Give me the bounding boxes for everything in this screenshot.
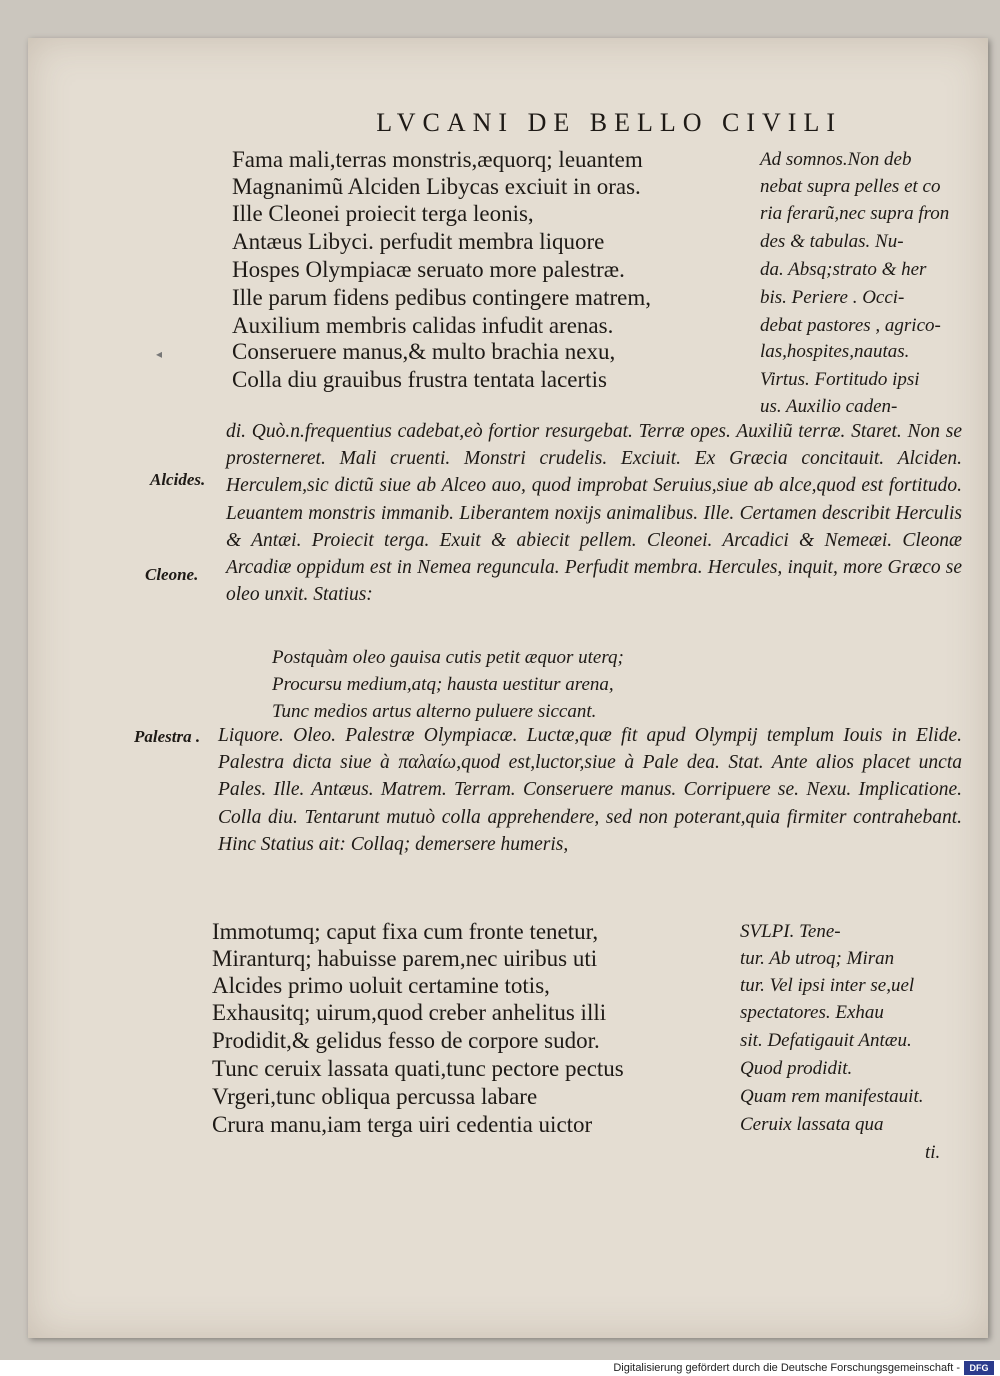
commentary-line: des & tabulas. Nu-	[760, 231, 904, 252]
commentary-line: us. Auxilio caden-	[760, 396, 898, 417]
commentary-line: debat pastores , agrico-	[760, 315, 941, 336]
verse-line: Crura manu,iam terga uiri cedentia uictor	[212, 1112, 593, 1137]
verse-line: Fama mali,terras monstris,æquorq; leuantem	[232, 147, 643, 172]
commentary-line: sit. Defatigauit Antæu.	[740, 1030, 912, 1051]
verse-line: Magnanimũ Alciden Libycas exciuit in oras.	[232, 174, 641, 199]
verse-line: Vrgeri,tunc obliqua percussa labare	[212, 1084, 538, 1109]
verse-line: Immotumq; caput fixa cum fronte tenetur,	[212, 919, 599, 944]
commentary-paragraph: Liquore. Oleo. Palestræ Olympiacæ. Luctæ,quæ fit apud Olympij templum Iouis in Elide. Palestra dicta siue à παλαίω,quod est,luctor,siue à Pale dea. Stat. Ante alios placet uncta Pales. Ille. Antæus. Matrem. Terram. Conseruere manus. Corripuere se. Nexu. Implicatione. Colla diu. Tentarunt mutuò colla apprehendere, sed non poterant,quia firmiter contrahebant. Hinc Statius ait: Collaq; demersere humeris,	[218, 725, 962, 855]
commentary-line: Ceruix lassata qua	[740, 1114, 884, 1135]
verse-line: Ille Cleonei proiecit terga leonis,	[232, 201, 534, 226]
ornament-mark: ◂	[156, 347, 163, 361]
verse-line: Antæus Libyci. perfudit membra liquore	[232, 229, 605, 254]
verse-line: Auxilium membris calidas infudit arenas.	[232, 313, 614, 338]
commentary-line: ti.	[925, 1142, 941, 1163]
commentary-line: da. Absq;strato & her	[760, 259, 927, 280]
marginal-note-palestra: Palestra .	[134, 727, 201, 746]
verse-line: Hospes Olympiacæ seruato more palestræ.	[232, 257, 625, 282]
commentary-line: las,hospites,nautas.	[760, 341, 910, 362]
commentary-line: tur. Ab utroq; Miran	[740, 948, 895, 969]
marginal-note-alcides: Alcides.	[150, 470, 206, 489]
marginal-note-cleone: Cleone.	[145, 565, 199, 584]
verse-line: Exhausitq; uirum,quod creber anhelitus illi	[212, 1000, 607, 1025]
commentary-line: Quam rem manifestauit.	[740, 1086, 924, 1107]
commentary-line: spectatores. Exhau	[740, 1002, 884, 1023]
commentary-paragraph: di. Quò.n.frequentius cadebat,eò fortior resurgebat. Terræ opes. Auxiliũ terræ. Staret. Non se prosterneret. Mali cruenti. Monstri crudelis. Exciuit. Ex Græcia concitauit. Alciden. Herculem,sic dictũ siue ab Alceo auo, quod improbat Seruius,siue ab alce,quod est fortitudo. Leuantem monstris immanib. Liberantem noxijs animalibus. Ille. Certamen describit Herculis & Antæi. Proiecit terga. Exuit & abiecit pellem. Cleonei. Arcadici & Nemeæi. Cleonæ Arcadiæ oppidum est in Nemea reguncula. Perfudit membra. Hercules, inquit, more Græco se oleo unxit. Statius:	[226, 421, 962, 606]
verse-line: Alcides primo uoluit certamine totis,	[212, 973, 550, 998]
commentary-line: tur. Vel ipsi inter se,uel	[740, 975, 915, 996]
commentary-block-2	[218, 722, 962, 858]
commentary-line: bis. Periere . Occi-	[760, 287, 905, 308]
running-title: LVCANI DE BELLO CIVILI	[376, 108, 842, 137]
commentary-line: nebat supra pelles et co	[760, 176, 941, 197]
verse-line: Ille parum fidens pedibus contingere matrem,	[232, 285, 651, 310]
commentary-line: Quod prodidit.	[740, 1058, 853, 1079]
commentary-line: ria ferarũ,nec supra fron	[760, 203, 950, 224]
quote-line: Tunc medios artus alterno puluere siccant.	[272, 701, 597, 722]
verse-line: Colla diu grauibus frustra tentata lacertis	[232, 367, 607, 392]
dfg-logo: DFG	[964, 1361, 994, 1375]
verse-line: Prodidit,& gelidus fesso de corpore sudor.	[212, 1028, 600, 1053]
footer-credit: Digitalisierung gefördert durch die Deutsche Forschungsgemeinschaft -	[613, 1362, 960, 1374]
quote-line: Postquàm oleo gauisa cutis petit æquor uterq;	[272, 647, 624, 668]
commentary-block-1	[226, 418, 962, 608]
verse-line: Tunc ceruix lassata quati,tunc pectore pectus	[212, 1056, 624, 1081]
commentary-line: Virtus. Fortitudo ipsi	[760, 369, 920, 390]
commentary-line: Ad somnos.Non deb	[760, 149, 912, 170]
verse-line: Conseruere manus,& multo brachia nexu,	[232, 339, 616, 364]
quote-line: Procursu medium,atq; hausta uestitur arena,	[272, 674, 614, 695]
verse-line: Miranturq; habuisse parem,nec uiribus uti	[212, 946, 598, 971]
commentary-line: SVLPI. Tene-	[740, 921, 841, 942]
